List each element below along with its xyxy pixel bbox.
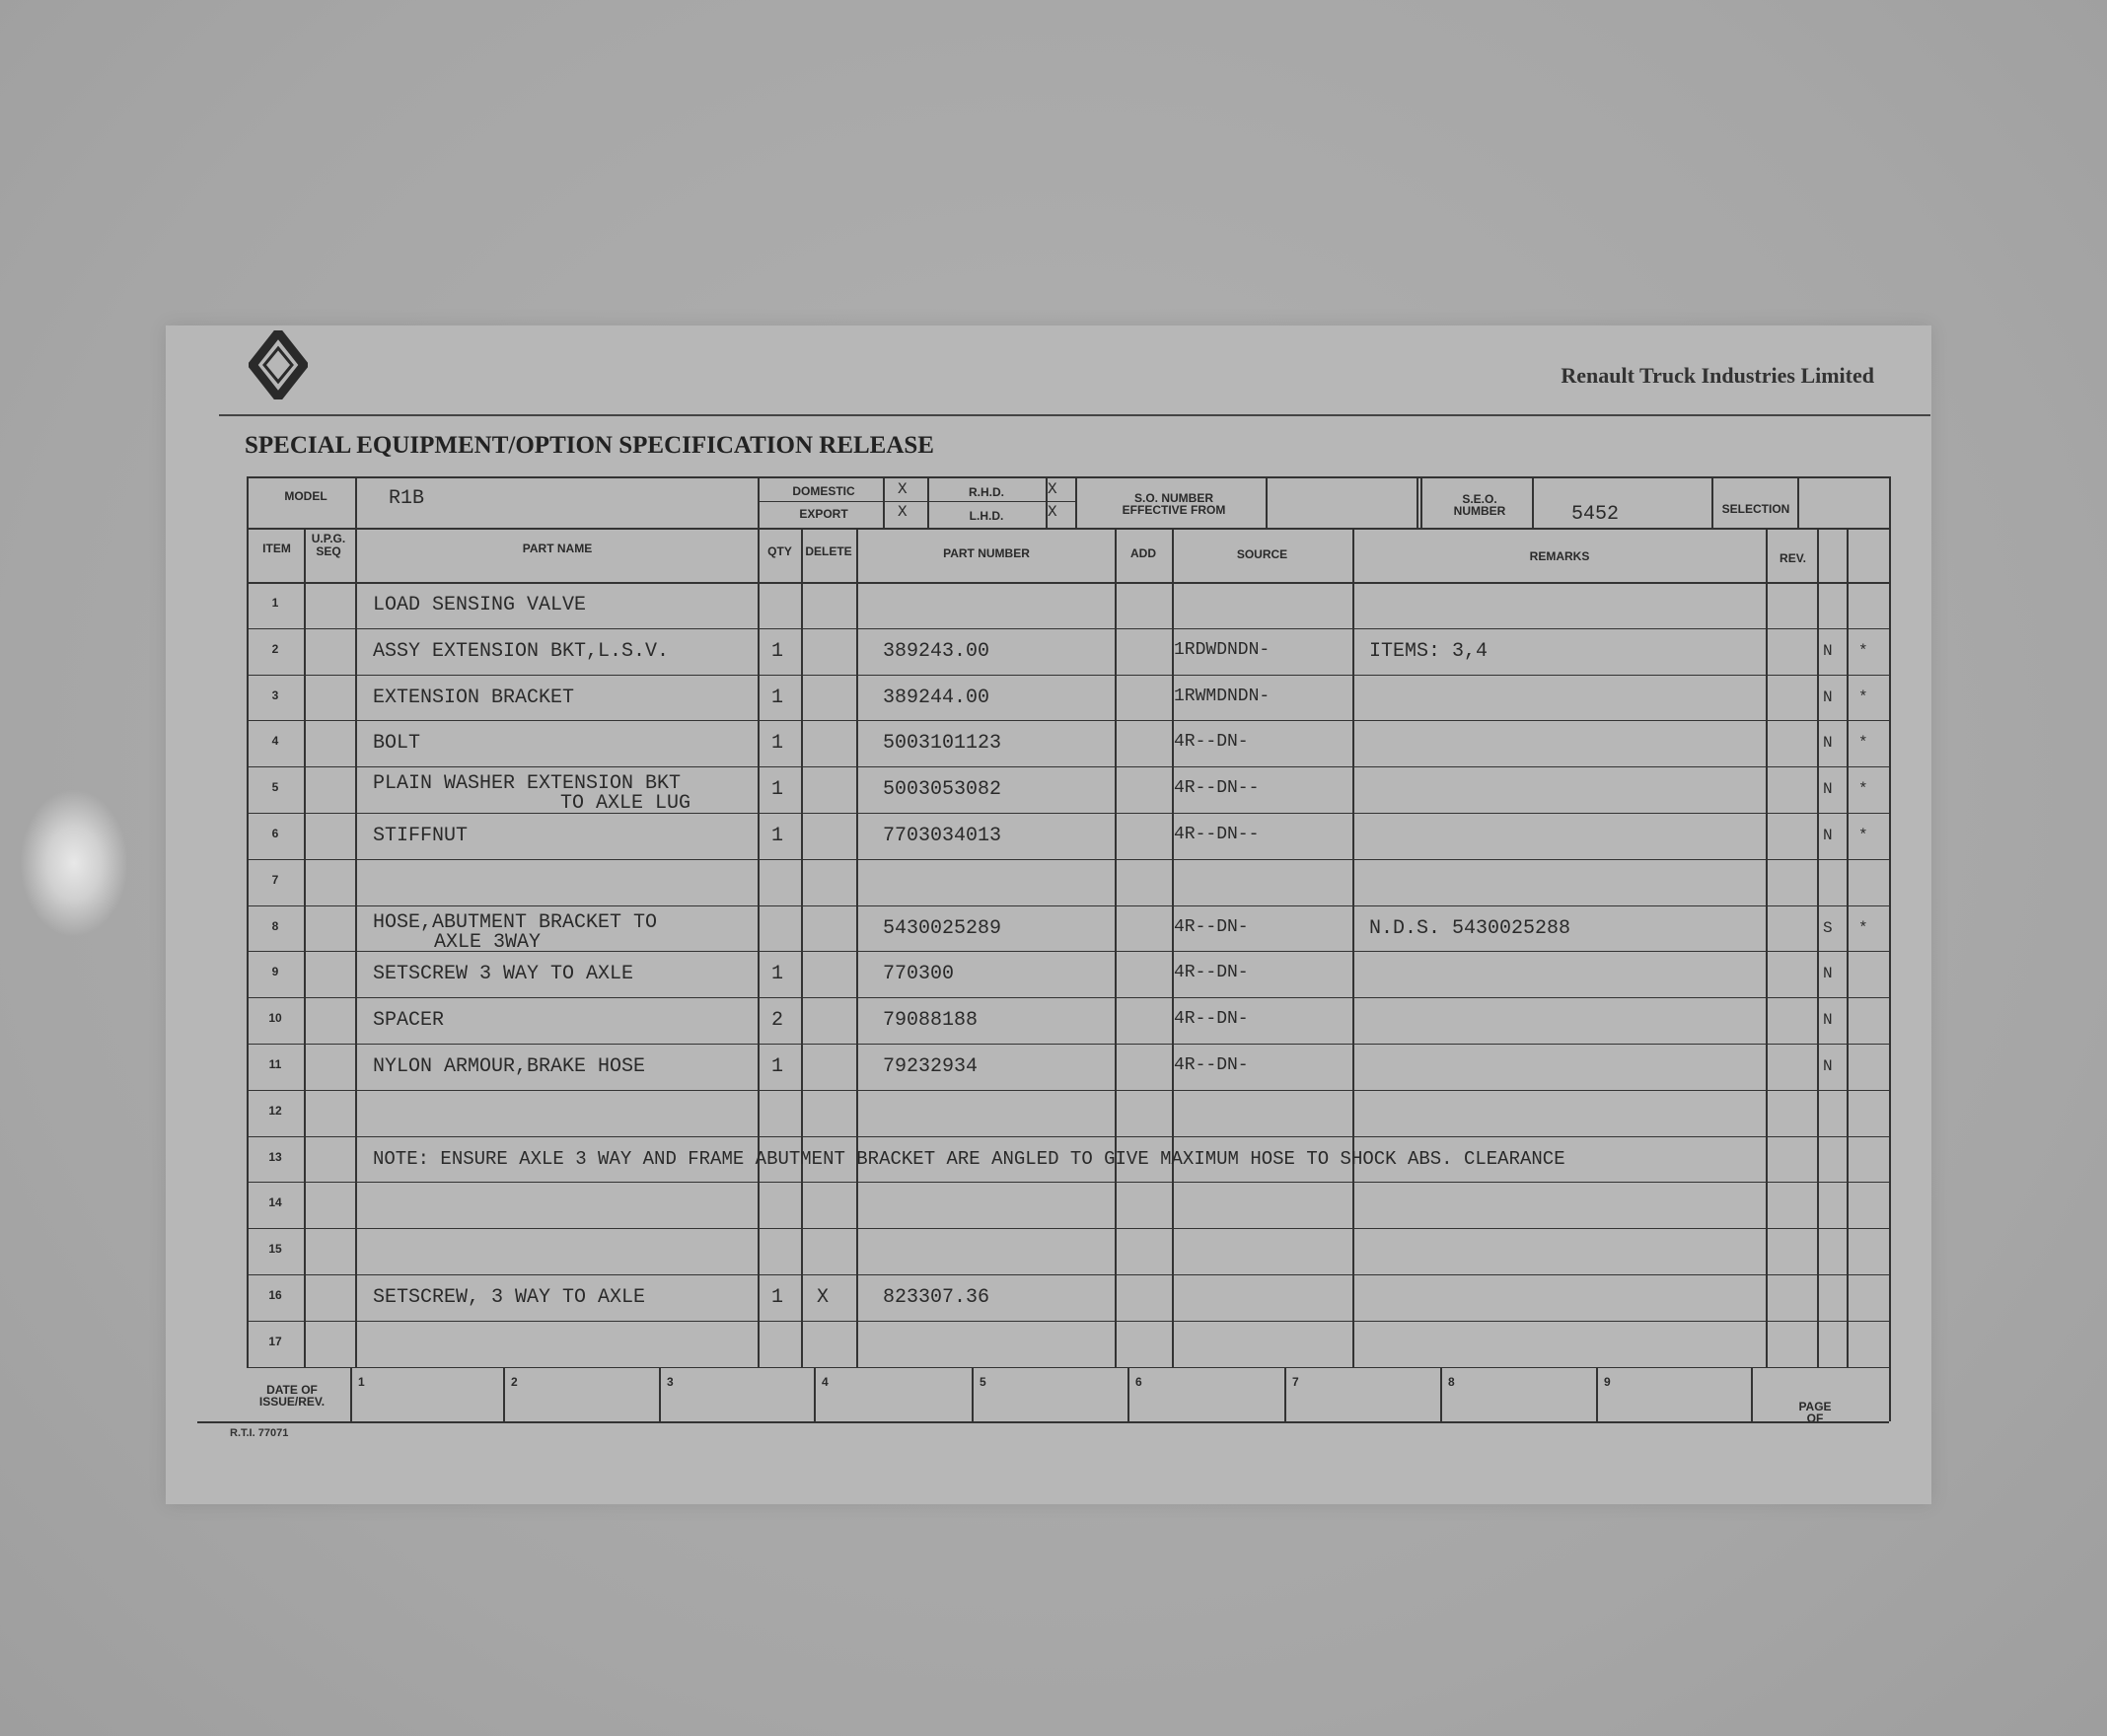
qty-value: 1: [771, 1055, 784, 1078]
grid-line: [1766, 528, 1768, 1367]
asterisk-flag: *: [1858, 734, 1868, 753]
grid-line: [1751, 1367, 1753, 1421]
source-code: 4R--DN-: [1174, 1055, 1249, 1075]
issue-rev-label: ISSUE/REV.: [258, 1395, 326, 1409]
model-value: R1B: [389, 487, 425, 510]
item-number: 17: [268, 1334, 282, 1348]
row-line: [247, 1136, 1889, 1137]
qty-value: 1: [771, 639, 784, 663]
scan-smudge: [20, 789, 128, 937]
seo-number-value: 5452: [1571, 503, 1620, 526]
item-number: 13: [268, 1149, 282, 1164]
row-line: [247, 1274, 1889, 1275]
part-number: 79088188: [883, 1009, 979, 1033]
delete-mark: X: [817, 1286, 830, 1309]
selection-label: SELECTION: [1721, 502, 1790, 516]
part-name: EXTENSION BRACKET: [373, 686, 575, 709]
item-number: 16: [268, 1288, 282, 1302]
item-number: 9: [271, 965, 279, 979]
row-line: [247, 1321, 1889, 1322]
grid-line: [350, 1367, 352, 1421]
grid-line: [1797, 476, 1799, 528]
grid-line: [1115, 528, 1117, 1367]
asterisk-flag: *: [1858, 641, 1868, 660]
qty-value: 1: [771, 963, 784, 986]
grid-line: [1889, 1367, 1891, 1421]
item-number: 5: [271, 780, 279, 795]
item-number: 2: [271, 641, 279, 656]
part-number: 5430025289: [883, 916, 1002, 940]
grid-line: [247, 476, 249, 528]
grid-line: [856, 528, 858, 1367]
grid-line: [1532, 476, 1534, 528]
grid-line: [1352, 528, 1354, 1367]
page-of-label: OF: [1806, 1411, 1824, 1425]
effective-from-label: EFFECTIVE FROM: [1122, 503, 1226, 517]
item-number: 6: [271, 827, 279, 840]
part-number: 389243.00: [883, 639, 990, 663]
source-code: 1RWMDNDN-: [1174, 686, 1271, 706]
item-number: 4: [271, 734, 279, 749]
row-line: [247, 905, 1889, 906]
grid-line: [1889, 476, 1891, 528]
grid-line: [1417, 476, 1418, 528]
grid-line: [1889, 528, 1891, 1367]
grid-line: [758, 476, 760, 528]
export-label: EXPORT: [799, 507, 848, 521]
part-number: 389244.00: [883, 686, 990, 709]
qty-value: 2: [771, 1009, 784, 1033]
status-flag: N: [1823, 827, 1833, 844]
part-number: 770300: [883, 963, 955, 986]
grid-line: [927, 476, 929, 528]
grid-line: [503, 1367, 505, 1421]
col-add: ADD: [1130, 546, 1156, 560]
grid-line: [883, 476, 885, 528]
item-number: 3: [271, 687, 279, 702]
grid-line: [1127, 1367, 1129, 1421]
row-line: [247, 859, 1889, 860]
source-code: 4R--DN--: [1174, 825, 1260, 844]
so-number-label: S.O. NUMBER: [1133, 491, 1213, 505]
col-remarks: REMARKS: [1529, 549, 1590, 563]
rhd-mark: X: [1048, 480, 1057, 498]
qty-value: 1: [771, 825, 784, 847]
part-name: NYLON ARMOUR,BRAKE HOSE: [373, 1055, 646, 1078]
status-flag: N: [1823, 780, 1833, 799]
col-upg: U.P.G.: [311, 532, 346, 545]
issue-slot-number: 8: [1448, 1374, 1455, 1389]
item-number: 8: [271, 918, 279, 933]
asterisk-flag: *: [1858, 780, 1868, 799]
grid-line: [247, 528, 249, 1367]
row-line: [247, 997, 1889, 998]
status-flag: N: [1823, 734, 1833, 753]
grid-line: [1046, 476, 1048, 528]
form-title: SPECIAL EQUIPMENT/OPTION SPECIFICATION RELEASE: [245, 432, 934, 459]
asterisk-flag: *: [1858, 918, 1868, 937]
grid-line: [1596, 1367, 1598, 1421]
part-name: PLAIN WASHER EXTENSION BKT: [373, 772, 682, 796]
title-rule-top: [219, 414, 1930, 416]
row-line: [247, 675, 1889, 676]
grid-line: [355, 528, 357, 1367]
grid-line: [1847, 528, 1849, 1367]
lhd-mark: X: [1048, 503, 1057, 521]
part-number: 5003101123: [883, 732, 1002, 756]
grid-line: [814, 1367, 816, 1421]
item-number: 7: [271, 872, 279, 887]
row-line: [247, 1090, 1889, 1091]
part-name: SETSCREW, 3 WAY TO AXLE: [373, 1286, 646, 1309]
part-name-continued: AXLE 3WAY: [434, 930, 542, 954]
qty-value: 1: [771, 732, 784, 756]
row-line: [247, 1182, 1889, 1183]
status-flag: N: [1823, 641, 1833, 660]
domestic-mark: X: [898, 480, 908, 498]
item-number: 14: [268, 1195, 282, 1210]
issue-slot-number: 7: [1292, 1374, 1299, 1389]
grid-line: [247, 528, 1889, 530]
grid-line: [972, 1367, 974, 1421]
part-name: SETSCREW 3 WAY TO AXLE: [373, 963, 634, 986]
issue-slot-number: 1: [358, 1374, 365, 1389]
col-source: SOURCE: [1236, 547, 1288, 561]
lhd-label: L.H.D.: [969, 509, 1004, 523]
grid-line: [1440, 1367, 1442, 1421]
grid-line: [304, 528, 306, 1367]
source-code: 4R--DN-: [1174, 963, 1249, 983]
part-number: 5003053082: [883, 778, 1002, 802]
status-flag: N: [1823, 1011, 1833, 1030]
item-number: 1: [271, 596, 279, 610]
col-part-name: PART NAME: [522, 542, 593, 555]
col-delete: DELETE: [805, 544, 852, 558]
grid-line: [1266, 476, 1268, 528]
col-rev: REV.: [1780, 551, 1806, 565]
asterisk-flag: *: [1858, 687, 1868, 706]
grid-line: [355, 476, 357, 528]
issue-slot-number: 6: [1135, 1374, 1142, 1389]
part-name: ASSY EXTENSION BKT,L.S.V.: [373, 639, 670, 663]
part-name: NOTE: ENSURE AXLE 3 WAY AND FRAME ABUTMENT BRACKET ARE ANGLED TO GIVE MAXIMUM HOSE TO SHOCK ABS. CLEARANCE: [373, 1147, 1565, 1170]
grid-line: [247, 476, 1889, 478]
asterisk-flag: *: [1858, 827, 1868, 844]
row-line: [247, 720, 1889, 721]
grid-line: [801, 528, 803, 1367]
item-number: 12: [268, 1103, 282, 1118]
grid-line: [1817, 528, 1819, 1367]
grid-line: [659, 1367, 661, 1421]
part-name: SPACER: [373, 1009, 445, 1033]
grid-line: [1711, 476, 1713, 528]
issue-slot-number: 5: [980, 1374, 986, 1389]
form-code: R.T.I. 77071: [230, 1427, 289, 1439]
col-part-number: PART NUMBER: [943, 546, 1030, 560]
status-flag: N: [1823, 1057, 1833, 1075]
part-number: 823307.36: [883, 1286, 990, 1309]
issue-slot-number: 2: [511, 1374, 518, 1389]
item-number: 10: [268, 1011, 282, 1026]
qty-value: 1: [771, 1286, 784, 1309]
remarks-text: N.D.S. 5430025288: [1369, 916, 1571, 940]
rhd-label: R.H.D.: [969, 485, 1004, 499]
row-line: [247, 1367, 1889, 1368]
domestic-label: DOMESTIC: [792, 484, 855, 498]
row-line: [247, 813, 1889, 814]
source-code: 4R--DN-: [1174, 1009, 1249, 1030]
issue-slot-number: 3: [667, 1374, 674, 1389]
grid-line: [197, 1421, 1889, 1423]
issue-slot-number: 4: [822, 1374, 829, 1389]
status-flag: N: [1823, 965, 1833, 983]
row-line: [247, 628, 1889, 629]
seo-label: S.E.O.: [1462, 492, 1497, 506]
grid-line: [760, 501, 1075, 502]
part-name: BOLT: [373, 732, 421, 756]
source-code: 4R--DN--: [1174, 778, 1260, 799]
part-name: LOAD SENSING VALVE: [373, 594, 587, 616]
col-item: ITEM: [262, 542, 291, 555]
status-flag: S: [1823, 918, 1833, 937]
row-line: [247, 766, 1889, 767]
export-mark: X: [898, 503, 908, 521]
issue-slot-number: 9: [1604, 1374, 1611, 1389]
grid-line: [1420, 476, 1422, 528]
page-label: PAGE: [1798, 1400, 1832, 1413]
source-code: 4R--DN-: [1174, 732, 1249, 753]
status-flag: N: [1823, 687, 1833, 706]
source-code: 1RDWDNDN-: [1174, 639, 1271, 660]
qty-value: 1: [771, 686, 784, 709]
qty-value: 1: [771, 778, 784, 802]
col-qty: QTY: [767, 544, 792, 558]
date-of-issue-label: DATE OF: [266, 1383, 318, 1397]
part-name-continued: TO AXLE LUG: [560, 792, 691, 816]
grid-line: [758, 528, 760, 1367]
item-number: 11: [268, 1057, 282, 1071]
renault-logo-icon: [249, 330, 308, 399]
grid-line: [1284, 1367, 1286, 1421]
company-name: Renault Truck Industries Limited: [1561, 363, 1874, 388]
grid-line: [247, 582, 1889, 584]
part-name: HOSE,ABUTMENT BRACKET TO: [373, 910, 658, 934]
item-number: 15: [268, 1242, 282, 1257]
remarks-text: ITEMS: 3,4: [1369, 639, 1489, 663]
model-label: MODEL: [284, 489, 327, 503]
row-line: [247, 1228, 1889, 1229]
part-number: 7703034013: [883, 825, 1002, 847]
seo-number-label: NUMBER: [1453, 504, 1506, 518]
row-line: [247, 1044, 1889, 1045]
part-name: STIFFNUT: [373, 825, 469, 847]
part-number: 79232934: [883, 1055, 979, 1078]
source-code: 4R--DN-: [1174, 916, 1249, 937]
grid-line: [1075, 476, 1077, 528]
col-upg-seq: SEQ: [316, 544, 341, 558]
